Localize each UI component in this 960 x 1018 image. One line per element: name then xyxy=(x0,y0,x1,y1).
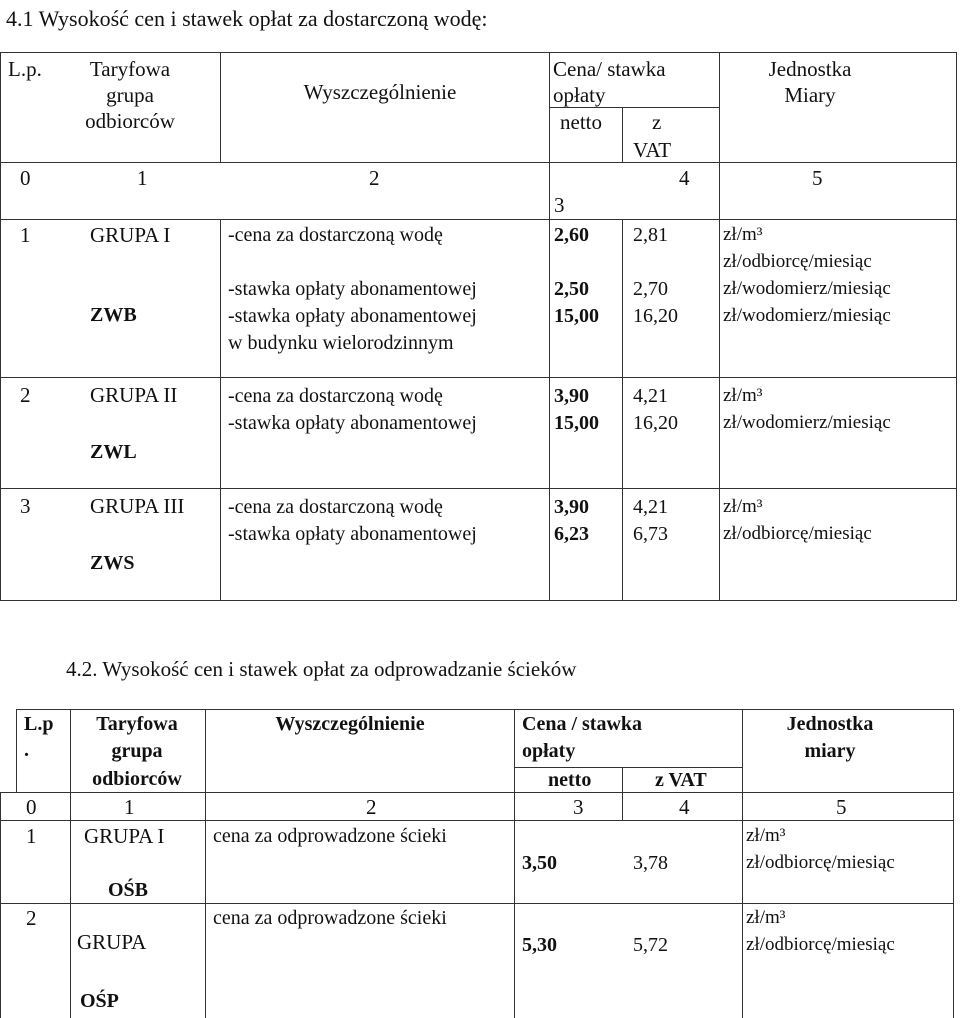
col-num-5: 5 xyxy=(812,166,823,190)
section-2-title: 4.2. Wysokość cen i stawek opłat za odprowadzanie ścieków xyxy=(66,657,577,681)
header-cena-1: Cena/ stawka xyxy=(553,57,666,81)
s2-header-lp-1: L.p xyxy=(24,713,54,735)
s2-col-num-4: 4 xyxy=(679,795,690,819)
col-num-2: 2 xyxy=(369,166,380,190)
row2-netto-1: 3,90 xyxy=(554,385,589,407)
row1-item-1: -cena za dostarczoną wodę xyxy=(228,224,443,246)
section-1-title: 4.1 Wysokość cen i stawek opłat za dostarczoną wodę: xyxy=(6,6,488,31)
row1-netto-3: 15,00 xyxy=(554,305,599,327)
row1-group: GRUPA I xyxy=(90,223,171,247)
row3-lp: 3 xyxy=(20,494,31,518)
row2-unit-2: zł/wodomierz/miesiąc xyxy=(723,412,891,433)
row1-netto-2: 2,50 xyxy=(554,278,589,300)
s2-header-grupa-1: Taryfowa xyxy=(96,713,178,735)
col-num-1: 1 xyxy=(137,166,148,190)
row2-vat-2: 16,20 xyxy=(633,412,678,434)
header-netto: netto xyxy=(560,110,602,134)
s2-row1-item: cena za odprowadzone ścieki xyxy=(213,825,447,847)
col-num-4: 4 xyxy=(679,166,690,190)
row2-netto-2: 15,00 xyxy=(554,412,599,434)
s2-header-grupa-3: odbiorców xyxy=(92,768,182,790)
s2-row1-vat: 3,78 xyxy=(633,852,668,874)
row1-netto-1: 2,60 xyxy=(554,224,589,246)
s2-row1-netto: 3,50 xyxy=(522,852,557,874)
header-zvat-2: VAT xyxy=(633,138,672,162)
row3-netto-1: 3,90 xyxy=(554,496,589,518)
s2-row2-unit-1: zł/m³ xyxy=(746,907,786,928)
row1-item-2: -stawka opłaty abonamentowej xyxy=(228,278,477,300)
row1-item-3: -stawka opłaty abonamentowej xyxy=(228,305,477,327)
row2-item-1: -cena za dostarczoną wodę xyxy=(228,385,443,407)
s2-header-cena-1: Cena / stawka xyxy=(522,713,643,735)
s2-row1-unit-2: zł/odbiorcę/miesiąc xyxy=(746,852,895,873)
header-jednostka-2: Miary xyxy=(784,83,836,107)
s2-col-num-0: 0 xyxy=(26,795,37,819)
row3-netto-2: 6,23 xyxy=(554,523,589,545)
row2-item-2: -stawka opłaty abonamentowej xyxy=(228,412,477,434)
col-num-3: 3 xyxy=(554,193,565,217)
row1-unit-1: zł/m³ xyxy=(723,224,763,245)
s2-col-num-5: 5 xyxy=(836,795,847,819)
s2-row2-group: GRUPA xyxy=(77,930,147,954)
row2-vat-1: 4,21 xyxy=(633,385,668,407)
s2-row2-vat: 5,72 xyxy=(633,934,668,956)
header-cena-2: opłaty xyxy=(553,83,606,107)
row3-vat-1: 4,21 xyxy=(633,496,668,518)
row1-unit-3: zł/wodomierz/miesiąc xyxy=(723,278,891,299)
s2-header-netto: netto xyxy=(548,769,592,791)
row2-lp: 2 xyxy=(20,383,31,407)
row1-vat-1: 2,81 xyxy=(633,224,668,246)
s2-row2-netto: 5,30 xyxy=(522,934,557,956)
header-jednostka-1: Jednostka xyxy=(768,57,852,81)
s2-header-wyszczegolnienie: Wyszczególnienie xyxy=(275,713,425,735)
s2-header-grupa-2: grupa xyxy=(111,740,163,762)
header-grupa-2: grupa xyxy=(106,83,154,107)
header-zvat-1: z xyxy=(652,110,662,134)
row3-code: ZWS xyxy=(90,552,135,574)
s2-row1-code: OŚB xyxy=(108,879,149,901)
s2-row2-unit-2: zł/odbiorcę/miesiąc xyxy=(746,934,895,955)
header-grupa-3: odbiorców xyxy=(85,109,175,133)
s2-col-num-3: 3 xyxy=(573,795,584,819)
s2-row2-lp: 2 xyxy=(26,906,37,930)
s2-header-zvat: z VAT xyxy=(655,769,707,791)
row3-item-2: -stawka opłaty abonamentowej xyxy=(228,523,477,545)
s2-header-jednostka-2: miary xyxy=(804,740,856,762)
row2-code: ZWL xyxy=(90,441,137,463)
row1-item-4: w budynku wielorodzinnym xyxy=(228,332,454,354)
row1-unit-2: zł/odbiorcę/miesiąc xyxy=(723,251,872,272)
row1-lp: 1 xyxy=(20,223,31,247)
row1-vat-2: 2,70 xyxy=(633,278,668,300)
s2-col-num-2: 2 xyxy=(366,795,377,819)
row3-item-1: -cena za dostarczoną wodę xyxy=(228,496,443,518)
row3-group: GRUPA III xyxy=(90,494,185,518)
s2-row2-code: OŚP xyxy=(80,990,119,1012)
col-num-0: 0 xyxy=(20,166,31,190)
s2-header-lp-2: . xyxy=(24,739,29,761)
s2-row1-lp: 1 xyxy=(26,824,37,848)
header-lp: L.p. xyxy=(8,57,42,81)
s2-row1-unit-1: zł/m³ xyxy=(746,825,786,846)
row3-unit-1: zł/m³ xyxy=(723,496,763,517)
s2-header-jednostka-1: Jednostka xyxy=(786,713,874,735)
row2-unit-1: zł/m³ xyxy=(723,385,763,406)
s2-col-num-1: 1 xyxy=(124,795,135,819)
s2-row2-item: cena za odprowadzone ścieki xyxy=(213,907,447,929)
row3-unit-2: zł/odbiorcę/miesiąc xyxy=(723,523,872,544)
s2-row1-group: GRUPA I xyxy=(84,824,165,848)
s2-header-cena-2: opłaty xyxy=(522,740,576,762)
header-grupa-1: Taryfowa xyxy=(89,57,171,81)
row2-group: GRUPA II xyxy=(90,383,178,407)
header-wyszczegolnienie: Wyszczególnienie xyxy=(303,80,457,104)
row3-vat-2: 6,73 xyxy=(633,523,668,545)
row1-vat-3: 16,20 xyxy=(633,305,678,327)
row1-unit-4: zł/wodomierz/miesiąc xyxy=(723,305,891,326)
row1-code: ZWB xyxy=(90,304,137,326)
